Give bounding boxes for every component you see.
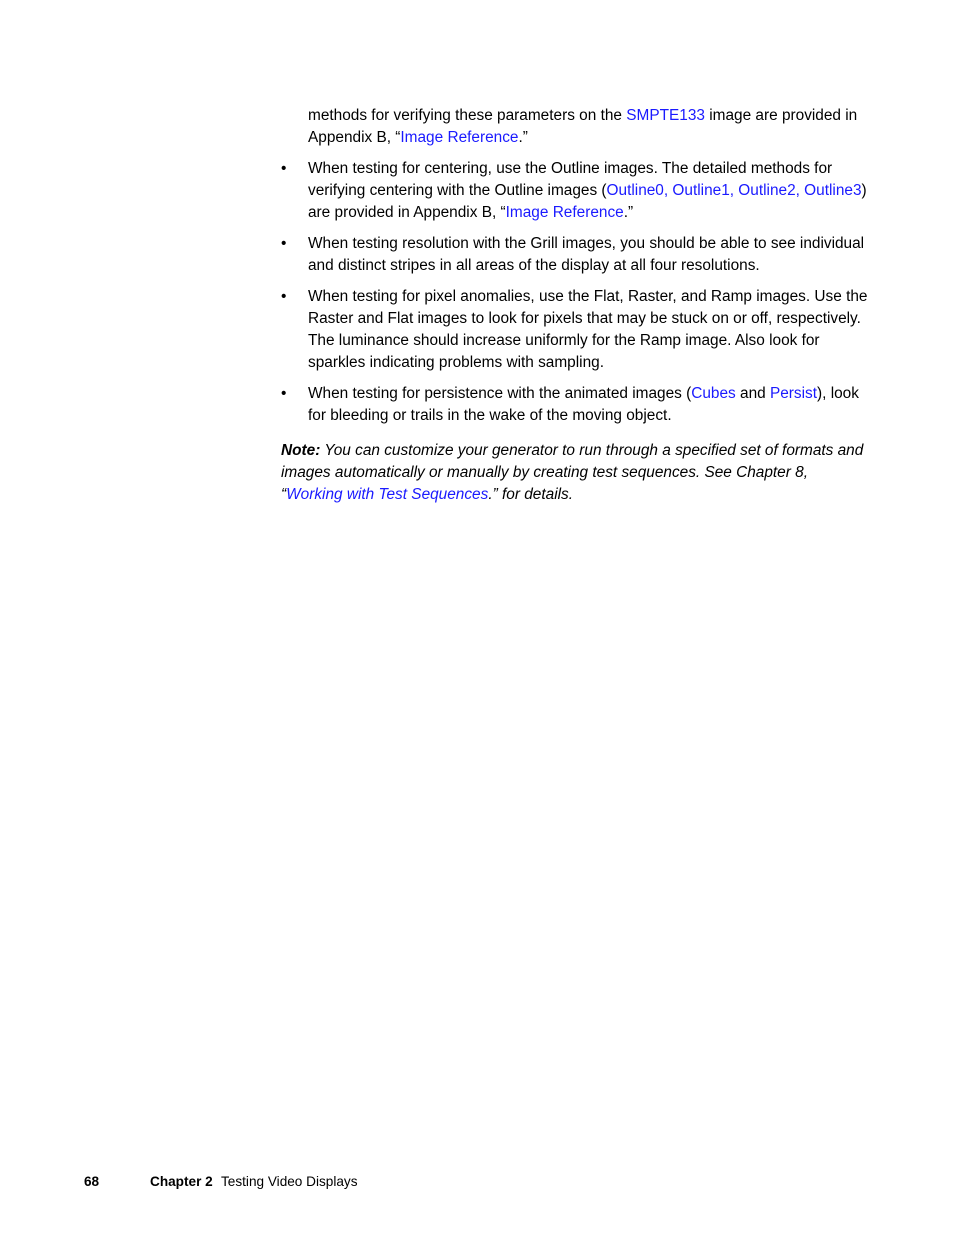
- bullet-text: When testing for centering, use the Outline images. The detailed methods for verifying centering with the Outline images (: [308, 160, 833, 199]
- outline-images-link[interactable]: Outline0, Outline1, Outline2, Outline3: [606, 182, 862, 199]
- bullet-text: .”: [623, 204, 634, 221]
- note-label: Note:: [281, 442, 321, 459]
- bullet-icon: •: [281, 288, 287, 305]
- persist-link[interactable]: Persist: [769, 385, 818, 402]
- bullet-icon: •: [281, 385, 287, 402]
- intro-paragraph: [308, 105, 871, 149]
- page-body: [281, 105, 871, 521]
- bullet-text: When testing for persistence with the animated images (: [308, 385, 692, 402]
- bullet-text: When testing resolution with the Grill images, you should be able to see individual and distinct stripes in all areas of the display at all four resolutions.: [308, 235, 865, 274]
- bullet-text: ) are provided in Appendix B, “: [308, 182, 867, 221]
- bullet-text: When testing for pixel anomalies, use the Flat, Raster, and Ramp images. Use the Raster and Flat images to look for pixels that may be stuck on or off, respectively. The luminance should increase uniformly for the Ramp image. Also look for sparkles indicating problems with sampling.: [308, 288, 868, 371]
- bullet-item-pixel-anomalies: [281, 286, 871, 374]
- bullet-item-resolution: [281, 233, 871, 277]
- note-text-2: .” for details.: [488, 486, 574, 503]
- chapter-label: Chapter 2: [150, 1174, 213, 1189]
- page-number: 68: [84, 1174, 100, 1189]
- chapter-title: Testing Video Displays: [221, 1174, 358, 1189]
- bullet-text: ), look for bleeding or trails in the wake of the moving object.: [308, 385, 859, 424]
- bullet-item-centering: [281, 158, 871, 224]
- working-with-test-sequences-link[interactable]: Working with Test Sequences: [286, 486, 489, 503]
- bullet-icon: •: [281, 160, 287, 177]
- note-paragraph: [281, 440, 871, 506]
- image-reference-link[interactable]: Image Reference: [505, 204, 624, 221]
- smpte133-link[interactable]: SMPTE133: [626, 107, 705, 124]
- bullet-item-persistence: [281, 383, 871, 427]
- intro-text-3: .”: [518, 129, 528, 146]
- note-text-1: You can customize your generator to run through a specified set of formats and images automatically or manually by creating test sequences. See Chapter 8, “: [281, 442, 864, 503]
- cubes-link[interactable]: Cubes: [691, 385, 736, 402]
- intro-text-2: image are provided in Appendix B, “: [308, 107, 858, 146]
- bullet-icon: •: [281, 235, 287, 252]
- bullet-text: and: [735, 385, 770, 402]
- intro-text-1: methods for verifying these parameters on the: [308, 107, 627, 124]
- image-reference-link[interactable]: Image Reference: [400, 129, 519, 146]
